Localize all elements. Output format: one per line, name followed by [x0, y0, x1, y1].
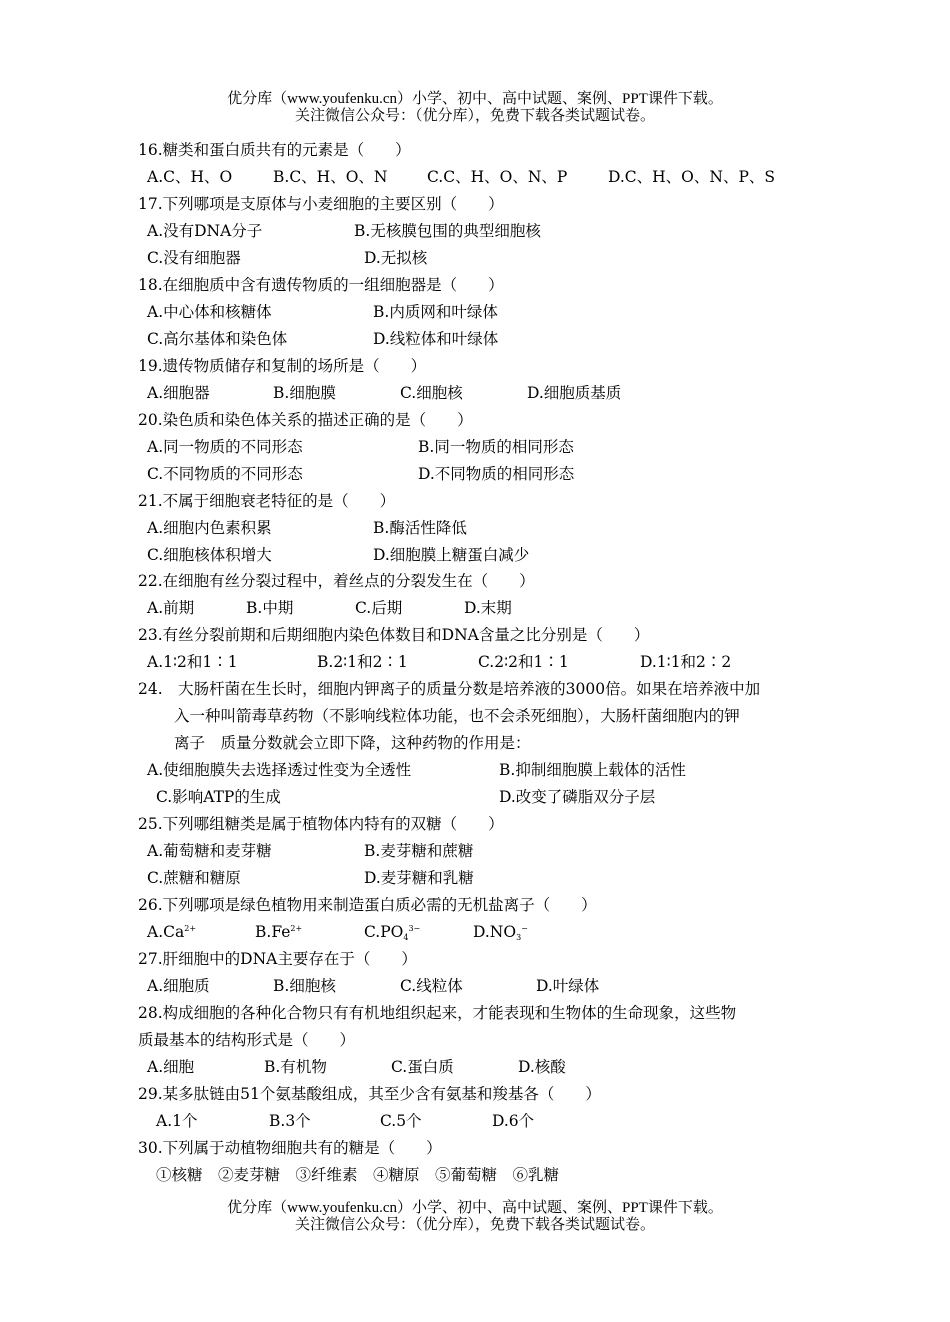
option-b[interactable]: B.酶活性降低 [373, 519, 467, 537]
option-c[interactable]: C.5个 [380, 1112, 422, 1130]
page-header-line1: 优分库（www.youfenku.cn）小学、初中、高中试题、案例、PPT课件下载。 [227, 91, 723, 107]
question-24-stem-line2: 入一种叫箭毒草药物（不影响线粒体功能，也不会杀死细胞），大肠杆菌细胞内的钾 [174, 707, 740, 725]
option-d[interactable]: D.麦芽糖和乳糖 [364, 869, 474, 887]
question-23-stem: 23.有丝分裂前期和后期细胞内染色体数目和DNA含量之比分别是（ ） [138, 626, 650, 644]
option-c[interactable]: C.不同物质的不同形态 [147, 465, 303, 483]
option-c[interactable]: C.C、H、O、N、P [427, 168, 568, 186]
option-a[interactable]: A.1∶2和1∶1 [147, 653, 238, 671]
option-c[interactable]: C.细胞核 [400, 384, 463, 402]
option-d[interactable]: D.C、H、O、N、P、S [608, 168, 775, 186]
question-30-stem: 30.下列属于动植物细胞共有的糖是（ ） [138, 1139, 442, 1157]
option-d[interactable]: D.6个 [492, 1112, 535, 1130]
option-c[interactable]: C.2∶2和1∶1 [478, 653, 569, 671]
option-a[interactable]: A.同一物质的不同形态 [147, 438, 303, 456]
option-d[interactable]: D.细胞膜上糖蛋白减少 [373, 546, 530, 564]
option-a[interactable]: A.细胞内色素积累 [147, 519, 272, 537]
option-b[interactable]: $B.Fe^{2+}$ [255, 923, 303, 941]
option-c[interactable]: C.没有细胞器 [147, 249, 241, 267]
option-b[interactable]: B.细胞核 [273, 977, 336, 995]
option-c[interactable]: C.蔗糖和糖原 [147, 869, 241, 887]
question-27-stem: 27.肝细胞中的DNA主要存在于（ ） [138, 950, 417, 968]
question-16-stem: 16.糖类和蛋白质共有的元素是（ ） [138, 141, 411, 159]
option-d[interactable]: D.末期 [464, 599, 512, 617]
option-c[interactable]: C.蛋白质 [391, 1058, 454, 1076]
option-b[interactable]: B.3个 [269, 1112, 311, 1130]
option-d[interactable]: D.叶绿体 [536, 977, 600, 995]
question-18-stem: 18.在细胞质中含有遗传物质的一组细胞器是（ ） [138, 276, 504, 294]
option-a[interactable]: A.葡萄糖和麦芽糖 [147, 842, 272, 860]
option-a[interactable]: A.前期 [147, 599, 195, 617]
option-b[interactable]: B.细胞膜 [273, 384, 336, 402]
question-19-stem: 19.遗传物质储存和复制的场所是（ ） [138, 357, 427, 375]
option-a[interactable]: $A.Ca^{2+}$ [147, 923, 197, 941]
option-a[interactable]: A.中心体和核糖体 [147, 303, 272, 321]
question-29-stem: 29.某多肽链由51个氨基酸组成，其至少含有氨基和羧基各（ ） [138, 1085, 601, 1103]
question-30-choices: ①核糖 ②麦芽糖 ③纤维素 ④糖原 ⑤葡萄糖 ⑥乳糖 [156, 1166, 560, 1184]
option-a[interactable]: A.细胞质 [147, 977, 210, 995]
option-c[interactable]: C.线粒体 [400, 977, 463, 995]
option-d[interactable]: $D.NO_3^-$ [473, 923, 528, 942]
question-24-stem-line3: 离子 质量分数就会立即下降，这种药物的作用是： [174, 734, 531, 752]
option-c[interactable]: C.后期 [355, 599, 403, 617]
question-28-stem-line2: 质最基本的结构形式是（ ） [138, 1031, 356, 1049]
option-d[interactable]: D.核酸 [518, 1058, 566, 1076]
page-footer-line1: 优分库（www.youfenku.cn）小学、初中、高中试题、案例、PPT课件下载。 [227, 1200, 723, 1216]
option-d[interactable]: D.线粒体和叶绿体 [373, 330, 499, 348]
option-b[interactable]: B.同一物质的相同形态 [418, 438, 574, 456]
option-a[interactable]: A.细胞 [147, 1058, 195, 1076]
option-a[interactable]: A.C、H、O [147, 168, 233, 186]
option-a[interactable]: A.没有DNA分子 [147, 222, 263, 240]
question-20-stem: 20.染色质和染色体关系的描述正确的是（ ） [138, 411, 473, 429]
option-a[interactable]: A.细胞器 [147, 384, 210, 402]
question-26-stem: 26.下列哪项是绿色植物用来制造蛋白质必需的无机盐离子（ ） [138, 896, 597, 914]
option-d[interactable]: D.改变了磷脂双分子层 [499, 788, 656, 806]
option-d[interactable]: D.细胞质基质 [527, 384, 622, 402]
option-b[interactable]: B.2∶1和2∶1 [317, 653, 408, 671]
option-c[interactable]: C.高尔基体和染色体 [147, 330, 288, 348]
option-c[interactable]: $C.PO_4^{3-}$ [364, 923, 421, 942]
option-b[interactable]: B.C、H、O、N [273, 168, 388, 186]
option-b[interactable]: B.无核膜包围的典型细胞核 [354, 222, 541, 240]
option-b[interactable]: B.有机物 [264, 1058, 327, 1076]
question-25-stem: 25.下列哪组糖类是属于植物体内特有的双糖（ ） [138, 815, 504, 833]
question-22-stem: 22.在细胞有丝分裂过程中，着丝点的分裂发生在（ ） [138, 572, 535, 590]
page-header-line2: 关注微信公众号：（优分库），免费下载各类试题试卷。 [294, 108, 655, 124]
option-c[interactable]: C.细胞核体积增大 [147, 546, 272, 564]
option-b[interactable]: B.内质网和叶绿体 [373, 303, 498, 321]
page-footer-line2: 关注微信公众号：（优分库），免费下载各类试题试卷。 [294, 1217, 655, 1233]
option-c[interactable]: C.影响ATP的生成 [156, 788, 281, 806]
option-b[interactable]: B.中期 [246, 599, 294, 617]
question-17-stem: 17.下列哪项是支原体与小麦细胞的主要区别（ ） [138, 195, 504, 213]
option-b[interactable]: B.麦芽糖和蔗糖 [364, 842, 474, 860]
question-28-stem-line1: 28.构成细胞的各种化合物只有有机地组织起来，才能表现和生物体的生命现象，这些物 [138, 1004, 737, 1022]
option-d[interactable]: D.不同物质的相同形态 [418, 465, 575, 483]
option-d[interactable]: D.1∶1和2∶2 [640, 653, 732, 671]
question-24-stem-line1: 24. 大肠杆菌在生长时，细胞内钾离子的质量分数是培养液的3000倍。如果在培养液中加 [138, 680, 761, 698]
option-a[interactable]: A.使细胞膜失去选择透过性变为全透性 [147, 761, 412, 779]
option-a[interactable]: A.1个 [156, 1112, 198, 1130]
option-b[interactable]: B.抑制细胞膜上载体的活性 [499, 761, 686, 779]
question-21-stem: 21.不属于细胞衰老特征的是（ ） [138, 492, 396, 510]
option-d[interactable]: D.无拟核 [364, 249, 428, 267]
